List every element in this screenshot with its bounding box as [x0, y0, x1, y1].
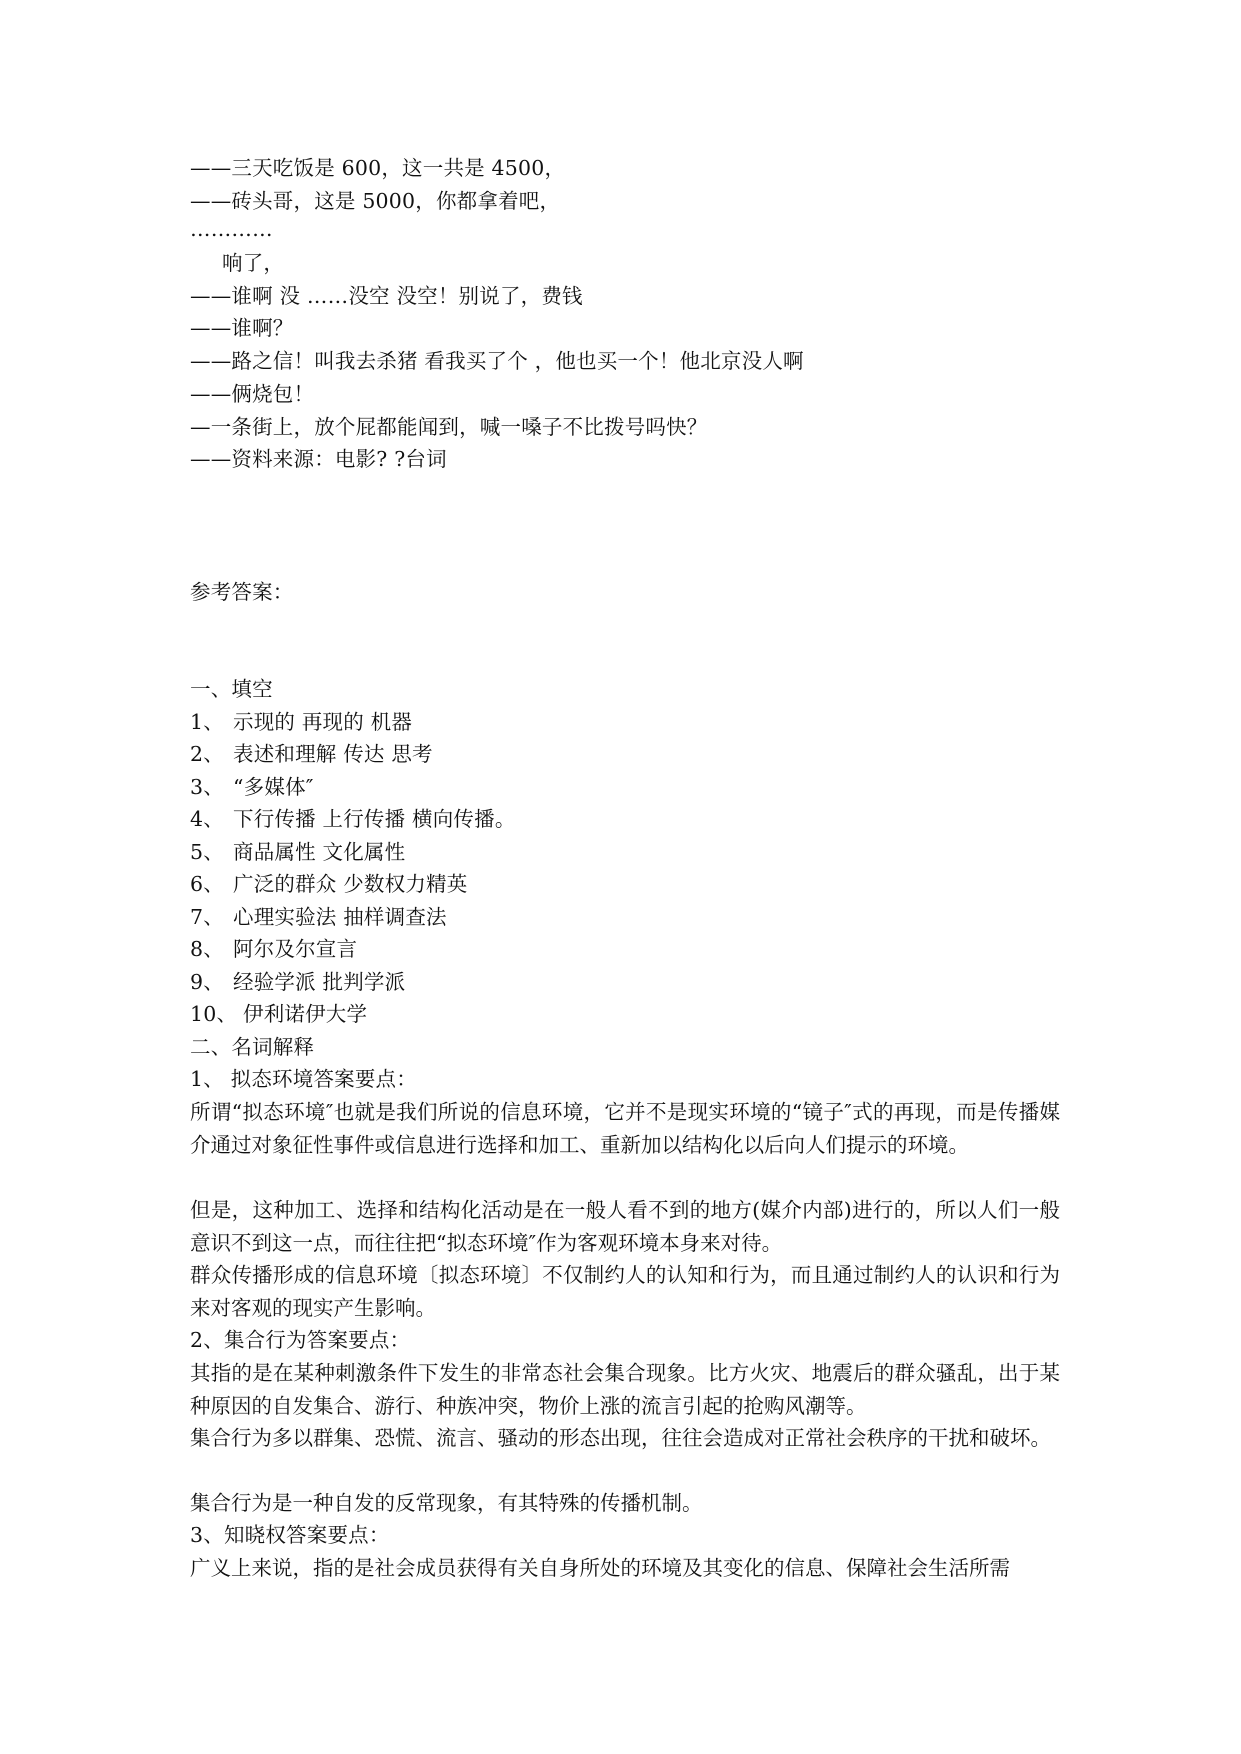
fill-item-number: 3、 — [190, 775, 224, 799]
section1-title: 一、填空 — [190, 677, 273, 701]
dialogue-line-6: ——谁啊？ — [190, 316, 294, 340]
dialogue-line-1: ——三天吃饭是 600，这一共是 4500， — [190, 156, 566, 180]
dialogue-line-5: ——谁啊 没 ……没空 没空！别说了，费钱 — [190, 284, 583, 308]
fill-item-3 — [190, 772, 1060, 802]
fill-item-number: 6、 — [190, 872, 224, 896]
fill-item-text: 伊利诺伊大学 — [243, 1002, 368, 1026]
fill-item-number: 10、 — [190, 1002, 238, 1026]
term1-paragraph-3: 群众传播形成的信息环境〔拟态环境〕不仅制约人的认知和行为，而且通过制约人的认识和行为来对客观的现实产生影响。 — [190, 1263, 1060, 1320]
fill-item-text: 心理实验法 抽样调查法 — [233, 905, 447, 929]
term1-paragraph-1: 所谓“拟态环境″也就是我们所说的信息环境，它并不是现实环境的“镜子″式的再现，而是传播媒介通过对象征性事件或信息进行选择和加工、重新加以结构化以后向人们提示的环境。 — [190, 1100, 1060, 1157]
fill-item-8 — [190, 934, 1060, 964]
fill-item-number: 9、 — [190, 970, 224, 994]
fill-item-4 — [190, 804, 1060, 834]
term3-paragraph-1: 广义上来说，指的是社会成员获得有关自身所处的环境及其变化的信息、保障社会生活所需 — [190, 1556, 1010, 1580]
fill-item-1 — [190, 707, 1060, 737]
term2-paragraph-2: 集合行为多以群集、恐慌、流言、骚动的形态出现，往往会造成对正常社会秩序的干扰和破坏。 — [190, 1426, 1051, 1450]
term2-title: 2、集合行为答案要点： — [190, 1328, 411, 1352]
fill-item-number: 1、 — [190, 710, 224, 734]
dialogue-line-9: —一条街上，放个屁都能闻到，喊一嗓子不比拨号吗快？ — [190, 415, 708, 439]
term2-paragraph-1: 其指的是在某种刺激条件下发生的非常态社会集合现象。比方火灾、地震后的群众骚乱，出于某种原因的自发集合、游行、种族冲突，物价上涨的流言引起的抢购风潮等。 — [190, 1361, 1060, 1418]
dialogue-line-2: ——砖头哥，这是 5000，你都拿着吧， — [190, 189, 561, 213]
dialogue-line-4: 响了， — [222, 251, 285, 275]
term3-title: 3、知晓权答案要点： — [190, 1523, 390, 1547]
fill-item-number: 5、 — [190, 840, 224, 864]
answers-heading: 参考答案： — [190, 580, 294, 604]
fill-item-number: 2、 — [190, 742, 224, 766]
fill-item-text: 经验学派 批判学派 — [233, 970, 406, 994]
fill-item-10 — [190, 999, 1060, 1029]
term2-paragraph-3: 集合行为是一种自发的反常现象，有其特殊的传播机制。 — [190, 1491, 703, 1515]
fill-item-text: 示现的 再现的 机器 — [233, 710, 413, 734]
term1-title: 1、 拟态环境答案要点： — [190, 1067, 417, 1091]
section2-title: 二、名词解释 — [190, 1035, 315, 1059]
fill-item-7 — [190, 902, 1060, 932]
dialogue-line-3: ………… — [190, 217, 273, 241]
fill-item-number: 8、 — [190, 937, 224, 961]
fill-item-6 — [190, 869, 1060, 899]
term1-paragraph-2: 但是，这种加工、选择和结构化活动是在一般人看不到的地方(媒介内部)进行的，所以人们一般意识不到这一点，而往往把“拟态环境″作为客观环境本身来对待。 — [190, 1198, 1060, 1255]
fill-item-text: 商品属性 文化属性 — [233, 840, 406, 864]
fill-item-text: 阿尔及尔宣言 — [233, 937, 358, 961]
fill-item-text: “多媒体″ — [233, 775, 314, 799]
dialogue-line-7: ——路之信！叫我去杀猪 看我买了个 ，他也买一个！他北京没人啊 — [190, 349, 804, 373]
dialogue-line-10: ——资料来源：电影? ?台词 — [190, 447, 447, 471]
fill-item-5 — [190, 837, 1060, 867]
fill-item-number: 4、 — [190, 807, 224, 831]
fill-item-text: 下行传播 上行传播 横向传播。 — [233, 807, 516, 831]
fill-item-2 — [190, 739, 1060, 769]
fill-item-9 — [190, 967, 1060, 997]
fill-item-text: 表述和理解 传达 思考 — [233, 742, 433, 766]
fill-item-text: 广泛的群众 少数权力精英 — [233, 872, 468, 896]
fill-item-number: 7、 — [190, 905, 224, 929]
dialogue-line-8: ——俩烧包！ — [190, 382, 315, 406]
